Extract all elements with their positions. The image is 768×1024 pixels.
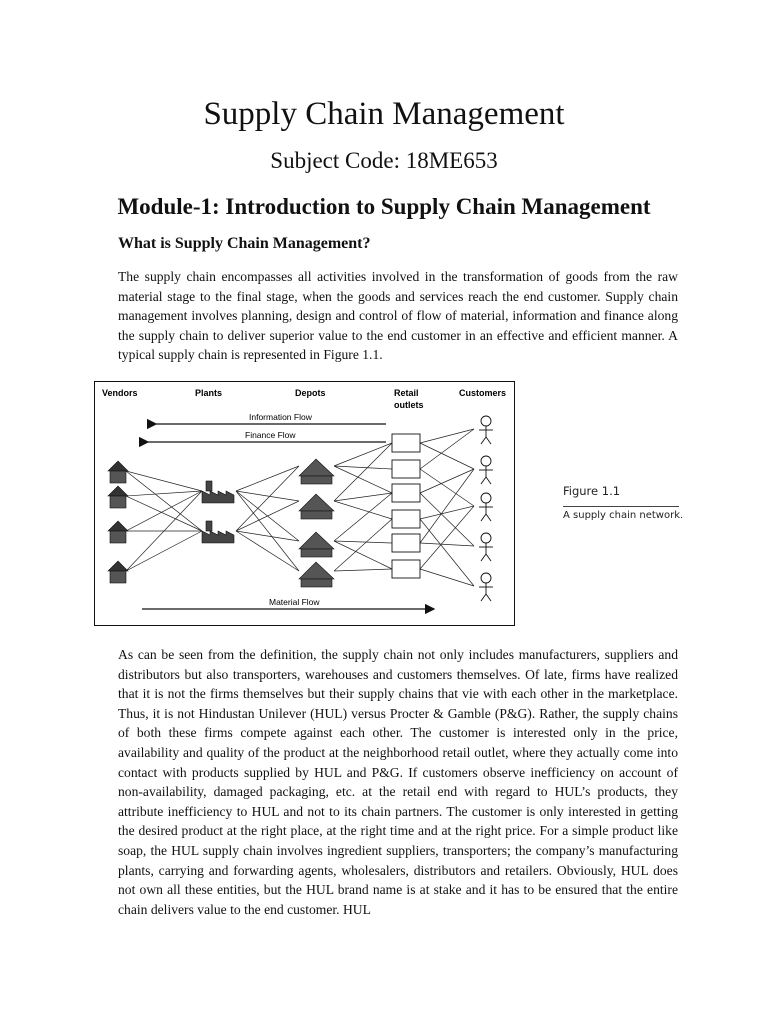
- figure-caption-rule: [563, 506, 679, 507]
- finance-flow-label: Finance Flow: [245, 430, 296, 440]
- document-title: Supply Chain Management: [203, 96, 565, 132]
- retail-outlet-box: [392, 560, 420, 578]
- material-flow-label: Material Flow: [269, 597, 320, 607]
- label-vendors: Vendors: [102, 388, 138, 398]
- label-outlets: outlets: [394, 400, 424, 410]
- label-customers: Customers: [459, 388, 507, 398]
- retail-outlet-box: [392, 434, 420, 452]
- paragraph-discussion: As can be seen from the definition, the supply chain not only includes manufacturers, suppliers and distributors but also transporters, warehouses and customers themselves. Of late, firms have realized that it is not the firms themselves but their supply chains that vie with each other in the marketplace. Thus, it is not Hindustan Unilever (HUL) versus Procter & Gamble (P&G). Rather, the supply chains of both these firms compete against each other. The customer is interested only in the price, availability and quality of the product at the neighborhood retail outlet, where they actually come into contact with products supplied by HUL and P&G. If customers observe inefficiency on account of non-availability, damaged packaging, etc. at the retail end with regard to HUL’s products, they attribute inefficiency to HUL and not to its chain partners. The customer is only interested in getting the desired product at the right place, at the right time and at the right price. For a simple product like soap, the HUL supply chain involves ingredient suppliers, transporters; the company’s manufacturing plants, carrying and forwarding agents, wholesalers, distributors and retailers. Obviously, HUL does not own all these entities, but the HUL brand name is at stake and it has to be ensured that the entire chain delivers value to the end customer. HUL: [118, 647, 678, 917]
- retail-outlet-box: [392, 460, 420, 478]
- retail-outlet-box: [392, 534, 420, 552]
- figure-caption-number: Figure 1.1: [563, 484, 621, 498]
- information-flow-label: Information Flow: [249, 412, 312, 422]
- retail-outlet-box: [392, 484, 420, 502]
- figure-caption-text: A supply chain network.: [563, 510, 684, 521]
- section-heading: What is Supply Chain Management?: [118, 235, 371, 252]
- retail-outlet-box: [392, 510, 420, 528]
- label-depots: Depots: [295, 388, 326, 398]
- supply-chain-figure: [94, 381, 515, 626]
- supply-chain-network-diagram: [94, 381, 515, 626]
- label-plants: Plants: [195, 388, 223, 398]
- module-title: Module-1: Introduction to Supply Chain Management: [117, 194, 651, 219]
- label-retail: Retail: [394, 388, 419, 398]
- paragraph-definition: The supply chain encompasses all activities involved in the transformation of goods from the raw material stage to the final stage, when the goods and services reach the end customer. Supply chain management involves planning, design and control of flow of material, information and finance along the supply chain to deliver superior value to the end customer in an effective and efficient manner. A typical supply chain is represented in Figure 1.1.: [118, 269, 678, 363]
- subject-code: Subject Code: 18ME653: [270, 148, 498, 173]
